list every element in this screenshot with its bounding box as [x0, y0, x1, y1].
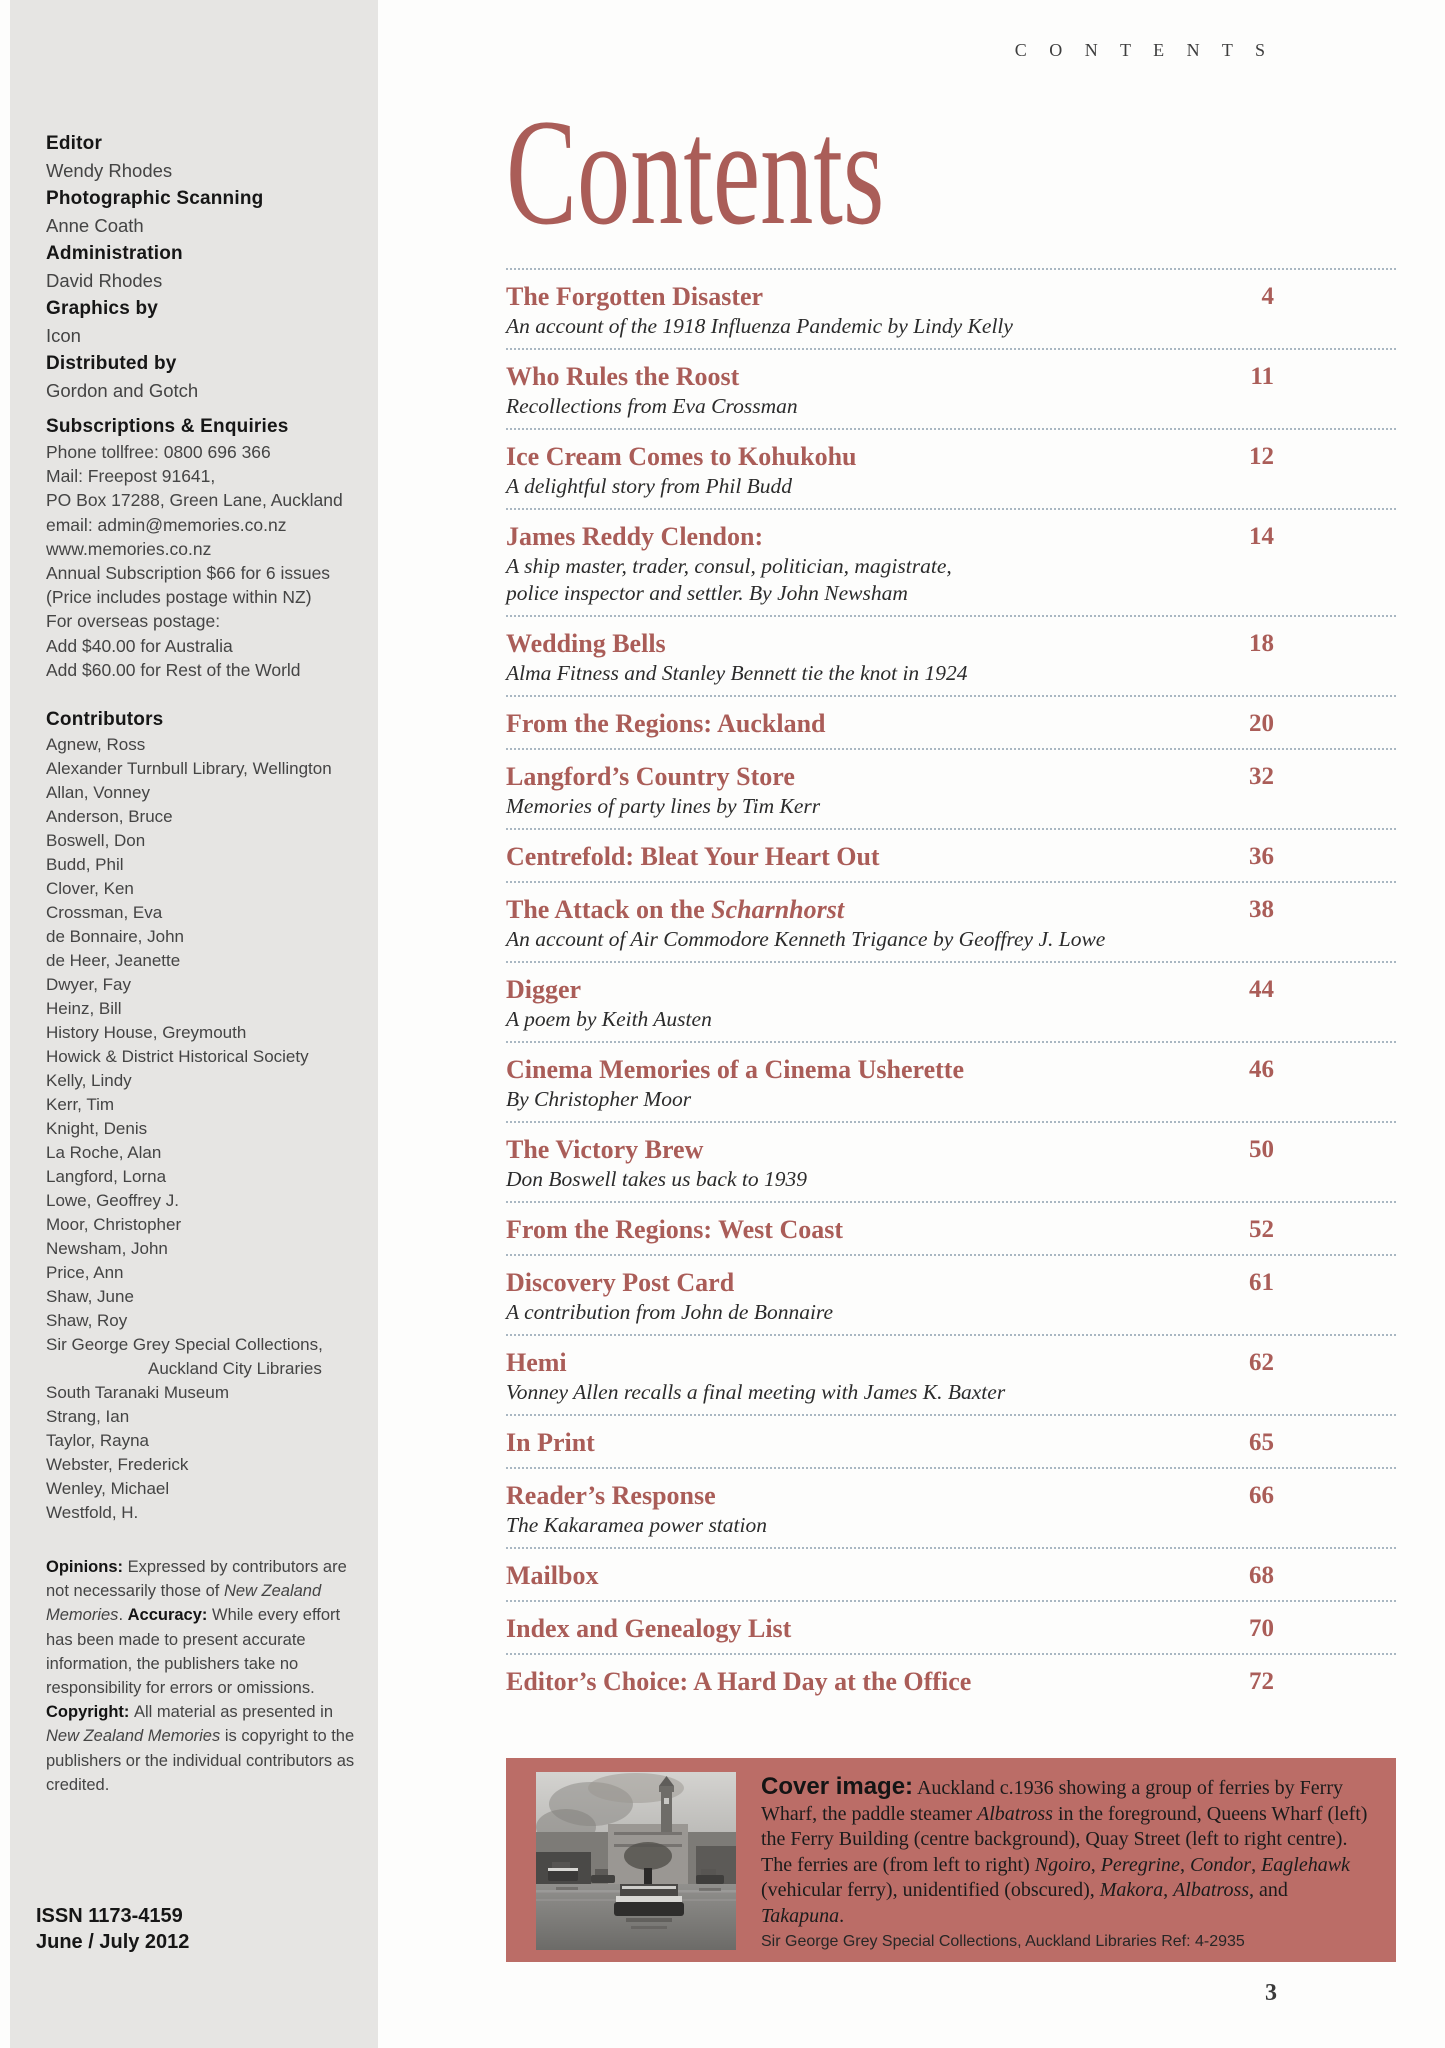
toc-item-page-number: 18: [1249, 630, 1274, 657]
contributor-name: Knight, Denis: [46, 1119, 148, 1139]
toc-item-title-text: In Print: [506, 1428, 595, 1457]
toc-item-title-text: Cinema Memories of a Cinema Usherette: [506, 1055, 964, 1084]
contributor-name: Dwyer, Fay: [46, 975, 132, 995]
toc-item-text: [506, 1613, 1231, 1645]
toc-item-page-number: 20: [1249, 710, 1274, 737]
toc-item-title: [506, 894, 1221, 926]
issn-block: [36, 1903, 189, 1955]
toc-item-title: [506, 1613, 1221, 1645]
toc-row: [506, 828, 1396, 881]
subscriptions-line: email: admin@memories.co.nz: [46, 514, 287, 535]
contributor-name: Sir George Grey Special Collections,: [46, 1335, 323, 1355]
cover-image-box: [506, 1758, 1396, 1962]
contributor-name: History House, Greymouth: [46, 1023, 247, 1043]
subscriptions-line: Add $60.00 for Rest of the World: [46, 659, 301, 680]
contributor-name: Alexander Turnbull Library, Wellington: [46, 759, 332, 779]
toc-row: [506, 961, 1396, 1041]
toc-item-page-number: 62: [1249, 1349, 1274, 1376]
toc-item-title: [506, 281, 1221, 313]
contributor-name: Strang, Ian: [46, 1407, 130, 1427]
toc-item-subtitle: A poem by Keith Austen: [506, 1007, 712, 1031]
subscriptions-line: PO Box 17288, Green Lane, Auckland: [46, 490, 343, 511]
cover-caption: [761, 1774, 1372, 1952]
toc-item-title-text: Centrefold: Bleat Your Heart Out: [506, 842, 880, 871]
toc-item-text: [506, 1134, 1231, 1193]
toc-row: [506, 1547, 1396, 1600]
toc-item-title-text: Discovery Post Card: [506, 1268, 735, 1297]
toc-item-title: [506, 1267, 1221, 1299]
toc-item-text: [506, 1214, 1231, 1246]
cover-caption-label: Cover image:: [761, 1773, 914, 1800]
toc-item-text: [506, 1054, 1231, 1113]
masthead-role-label: Administration: [46, 243, 183, 264]
toc-item-title: [506, 974, 1221, 1006]
toc-item-title-text: The Attack on the: [506, 895, 712, 924]
masthead-sidebar: [10, 0, 378, 2048]
toc-item-subtitle: Recollections from Eva Crossman: [506, 394, 798, 418]
toc-item-page-number: 68: [1249, 1562, 1274, 1589]
toc-item-text: [506, 1347, 1231, 1406]
subscriptions-line: Mail: Freepost 91641,: [46, 466, 216, 487]
toc-item-page-number: 72: [1249, 1668, 1274, 1695]
contributor-name: Clover, Ken: [46, 879, 134, 899]
subscriptions-line: www.memories.co.nz: [46, 538, 212, 559]
toc-item-title: [506, 1480, 1221, 1512]
page-number: 3: [1265, 1980, 1277, 2006]
running-head: C O N T E N T S: [1014, 40, 1274, 60]
toc-item-subtitle: An account of the 1918 Influenza Pandemic by Lindy Kelly: [506, 314, 1013, 338]
masthead-list: [46, 130, 360, 404]
contributor-name: Auckland City Libraries: [46, 1359, 322, 1379]
masthead-group: [46, 295, 360, 349]
contributor-name: Wenley, Michael: [46, 1479, 170, 1499]
toc-item-title-text: Who Rules the Roost: [506, 362, 740, 391]
toc-item-page-number: 12: [1249, 443, 1274, 470]
toc-item-page-number: 61: [1249, 1269, 1274, 1296]
subscriptions-line: Phone tollfree: 0800 696 366: [46, 442, 271, 462]
toc-row: [506, 1414, 1396, 1467]
masthead-role-value: David Rhodes: [46, 270, 163, 291]
toc-item-text: [506, 974, 1231, 1033]
toc-item-subtitle: Alma Fitness and Stanley Bennett tie the knot in 1924: [506, 661, 968, 685]
toc-item-subtitle: A contribution from John de Bonnaire: [506, 1300, 834, 1324]
toc-row: [506, 1121, 1396, 1201]
masthead-role-label: Distributed by: [46, 353, 177, 374]
toc-item-title: [506, 361, 1221, 393]
toc-row: [506, 1041, 1396, 1121]
toc-item-page-number: 70: [1249, 1615, 1274, 1642]
toc-item-page-number: 46: [1249, 1056, 1274, 1083]
subscriptions-heading: Subscriptions & Enquiries: [46, 416, 289, 437]
toc-item-title: [506, 1054, 1221, 1086]
toc-item-title: [506, 1666, 1221, 1698]
toc-row: [506, 615, 1396, 695]
toc-item-page-number: 52: [1249, 1216, 1274, 1243]
toc-item-page-number: 50: [1249, 1136, 1274, 1163]
toc-item-title-italic: Scharnhorst: [711, 895, 845, 924]
toc-row: [506, 1467, 1396, 1547]
legal-notes: Opinions: Expressed by contributors are not necessarily those of New Zealand Memories. Accuracy: While every effort has been made to present accurate information, the publishers take no responsibility for errors or omissions. Copyright: All material as presented in New Zealand Memories is copyright to the publishers or the individual contributors as credited.: [46, 1558, 355, 1794]
toc-row: [506, 1334, 1396, 1414]
issn-number: ISSN 1173-4159: [36, 1905, 183, 1927]
toc-item-title: [506, 1134, 1221, 1166]
contributor-name: Boswell, Don: [46, 831, 146, 851]
masthead-role-value: Wendy Rhodes: [46, 160, 173, 181]
toc-row: [506, 428, 1396, 508]
contributor-name: Allan, Vonney: [46, 783, 150, 803]
toc-item-title-text: James Reddy Clendon:: [506, 522, 764, 551]
contributor-name: Heinz, Bill: [46, 999, 122, 1019]
toc-item-text: [506, 1267, 1231, 1326]
toc-item-page-number: 38: [1249, 896, 1274, 923]
contributor-name: South Taranaki Museum: [46, 1383, 230, 1403]
contributor-name: Kelly, Lindy: [46, 1071, 132, 1091]
toc-item-text: [506, 1427, 1231, 1459]
masthead-role-label: Photographic Scanning: [46, 188, 264, 209]
cover-caption-text: Auckland c.1936 showing a group of ferries by Ferry Wharf, the paddle steamer Albatross in the foreground, Queens Wharf (left) the Ferry Building (centre background), Quay Street (left to right centre). The ferries are (from left to right) Ngoiro, Peregrine, Condor, Eaglehawk (vehicular ferry), unidentified (obscured), Makora, Albatross, and Takapuna.: [761, 1777, 1368, 1927]
contributor-name: Budd, Phil: [46, 855, 124, 875]
toc-item-subtitle: An account of Air Commodore Kenneth Trigance by Geoffrey J. Lowe: [506, 927, 1106, 951]
toc-item-title: [506, 441, 1221, 473]
toc-item-subtitle: Don Boswell takes us back to 1939: [506, 1167, 807, 1191]
toc-item-subtitle: Vonney Allen recalls a final meeting with James K. Baxter: [506, 1380, 1006, 1404]
toc-list: [506, 268, 1396, 1706]
toc-item-page-number: 32: [1249, 763, 1274, 790]
masthead-role-value: Gordon and Gotch: [46, 380, 199, 401]
toc-item-title-text: Langford’s Country Store: [506, 762, 795, 791]
contributor-name: Lowe, Geoffrey J.: [46, 1191, 179, 1211]
toc-item-subtitle-line2: police inspector and settler. By John Newsham: [506, 581, 908, 605]
toc-item-page-number: 14: [1249, 523, 1274, 550]
toc-item-page-number: 66: [1249, 1482, 1274, 1509]
toc-item-subtitle: By Christopher Moor: [506, 1087, 692, 1111]
toc-row: [506, 348, 1396, 428]
cover-credit: Sir George Grey Special Collections, Auckland Libraries Ref: 4-2935: [761, 1933, 1245, 1950]
contributor-name: Shaw, Roy: [46, 1311, 128, 1331]
toc-item-title: [506, 1347, 1221, 1379]
toc-row: [506, 1600, 1396, 1653]
subscriptions-section: [46, 413, 360, 682]
toc-row: [506, 1254, 1396, 1334]
contributor-name: de Heer, Jeanette: [46, 951, 181, 971]
toc-row: [506, 881, 1396, 961]
masthead-role-value: Anne Coath: [46, 215, 144, 236]
toc-item-title: [506, 708, 1221, 740]
subscriptions-line: For overseas postage:: [46, 611, 221, 632]
toc-item-subtitle: A ship master, trader, consul, politician, magistrate,: [506, 554, 952, 578]
toc-item-title: [506, 1214, 1221, 1246]
contributors-section: [46, 706, 360, 1525]
toc-item-page-number: 65: [1249, 1429, 1274, 1456]
masthead-role-value: Icon: [46, 325, 81, 346]
masthead-role-label: Editor: [46, 133, 103, 154]
toc-item-title-text: The Forgotten Disaster: [506, 282, 764, 311]
toc-item-text: [506, 708, 1231, 740]
contributor-name: Anderson, Bruce: [46, 807, 173, 827]
toc-item-title: [506, 628, 1221, 660]
toc-item-text: [506, 1560, 1231, 1592]
contributor-name: Newsham, John: [46, 1239, 168, 1259]
toc-item-text: [506, 841, 1231, 873]
toc-row: [506, 508, 1396, 615]
toc-item-page-number: 4: [1261, 283, 1274, 310]
toc-item-title-text: Wedding Bells: [506, 629, 666, 658]
toc-item-text: [506, 441, 1231, 500]
toc-item-page-number: 44: [1249, 976, 1274, 1003]
toc-item-title: [506, 761, 1221, 793]
contributor-name: Webster, Frederick: [46, 1455, 189, 1475]
toc-row: [506, 695, 1396, 748]
toc-item-title-text: Reader’s Response: [506, 1481, 716, 1510]
toc-item-title-text: From the Regions: Auckland: [506, 709, 826, 738]
masthead-role-label: Graphics by: [46, 298, 159, 319]
toc-item-title: [506, 1560, 1221, 1592]
toc-item-page-number: 36: [1249, 843, 1274, 870]
subscriptions-line: (Price includes postage within NZ): [46, 587, 312, 608]
toc-item-title-text: From the Regions: West Coast: [506, 1215, 844, 1244]
toc-item-text: [506, 1480, 1231, 1539]
contributor-name: Shaw, June: [46, 1287, 134, 1307]
toc-item-title: [506, 841, 1221, 873]
toc-row: [506, 1653, 1396, 1706]
masthead-group: [46, 130, 360, 184]
contributor-name: Moor, Christopher: [46, 1215, 182, 1235]
contributors-heading: Contributors: [46, 709, 164, 731]
toc-row: [506, 268, 1396, 348]
contributor-name: Langford, Lorna: [46, 1167, 167, 1187]
toc-item-subtitle: The Kakaramea power station: [506, 1513, 767, 1537]
toc-item-title-text: Mailbox: [506, 1561, 599, 1590]
subscriptions-line: Annual Subscription $66 for 6 issues: [46, 563, 331, 584]
toc-item-subtitle: A delightful story from Phil Budd: [506, 474, 793, 498]
masthead-group: [46, 185, 360, 239]
toc-item-text: [506, 894, 1231, 953]
toc-item-subtitle: Memories of party lines by Tim Kerr: [506, 794, 821, 818]
toc-item-title-text: Index and Genealogy List: [506, 1614, 792, 1643]
toc-item-text: [506, 761, 1231, 820]
toc-item-title: [506, 521, 1221, 553]
contributor-name: Westfold, H.: [46, 1503, 139, 1523]
contributor-name: Taylor, Rayna: [46, 1431, 149, 1451]
contributor-name: La Roche, Alan: [46, 1143, 162, 1163]
masthead-group: [46, 350, 360, 404]
toc-row: [506, 748, 1396, 828]
page-title: Contents: [506, 88, 885, 256]
masthead-group: [46, 240, 360, 294]
toc-row: [506, 1201, 1396, 1254]
toc-item-text: [506, 361, 1231, 420]
toc-item-text: [506, 521, 1231, 607]
toc-item-title-text: Hemi: [506, 1348, 567, 1377]
toc-item-title: [506, 1427, 1221, 1459]
issue-date: June / July 2012: [36, 1931, 190, 1953]
contributor-name: Howick & District Historical Society: [46, 1047, 309, 1067]
contributor-name: Price, Ann: [46, 1263, 124, 1283]
toc-item-text: [506, 1666, 1231, 1698]
toc-item-text: [506, 281, 1231, 340]
contributor-name: Crossman, Eva: [46, 903, 163, 923]
toc-item-title-text: Digger: [506, 975, 582, 1004]
harbour-photo-illustration: [536, 1772, 736, 1950]
contributor-name: de Bonnaire, John: [46, 927, 184, 947]
toc-item-page-number: 11: [1250, 363, 1274, 390]
toc-item-title-text: Editor’s Choice: A Hard Day at the Office: [506, 1667, 972, 1696]
toc-item-title-text: The Victory Brew: [506, 1135, 704, 1164]
toc-item-text: [506, 628, 1231, 687]
subscriptions-line: Add $40.00 for Australia: [46, 635, 233, 656]
contributor-name: Kerr, Tim: [46, 1095, 115, 1115]
contributor-name: Agnew, Ross: [46, 735, 146, 755]
cover-photo: [536, 1772, 736, 1950]
contents-column: [506, 0, 1396, 1950]
toc-item-title-text: Ice Cream Comes to Kohukohu: [506, 442, 857, 471]
